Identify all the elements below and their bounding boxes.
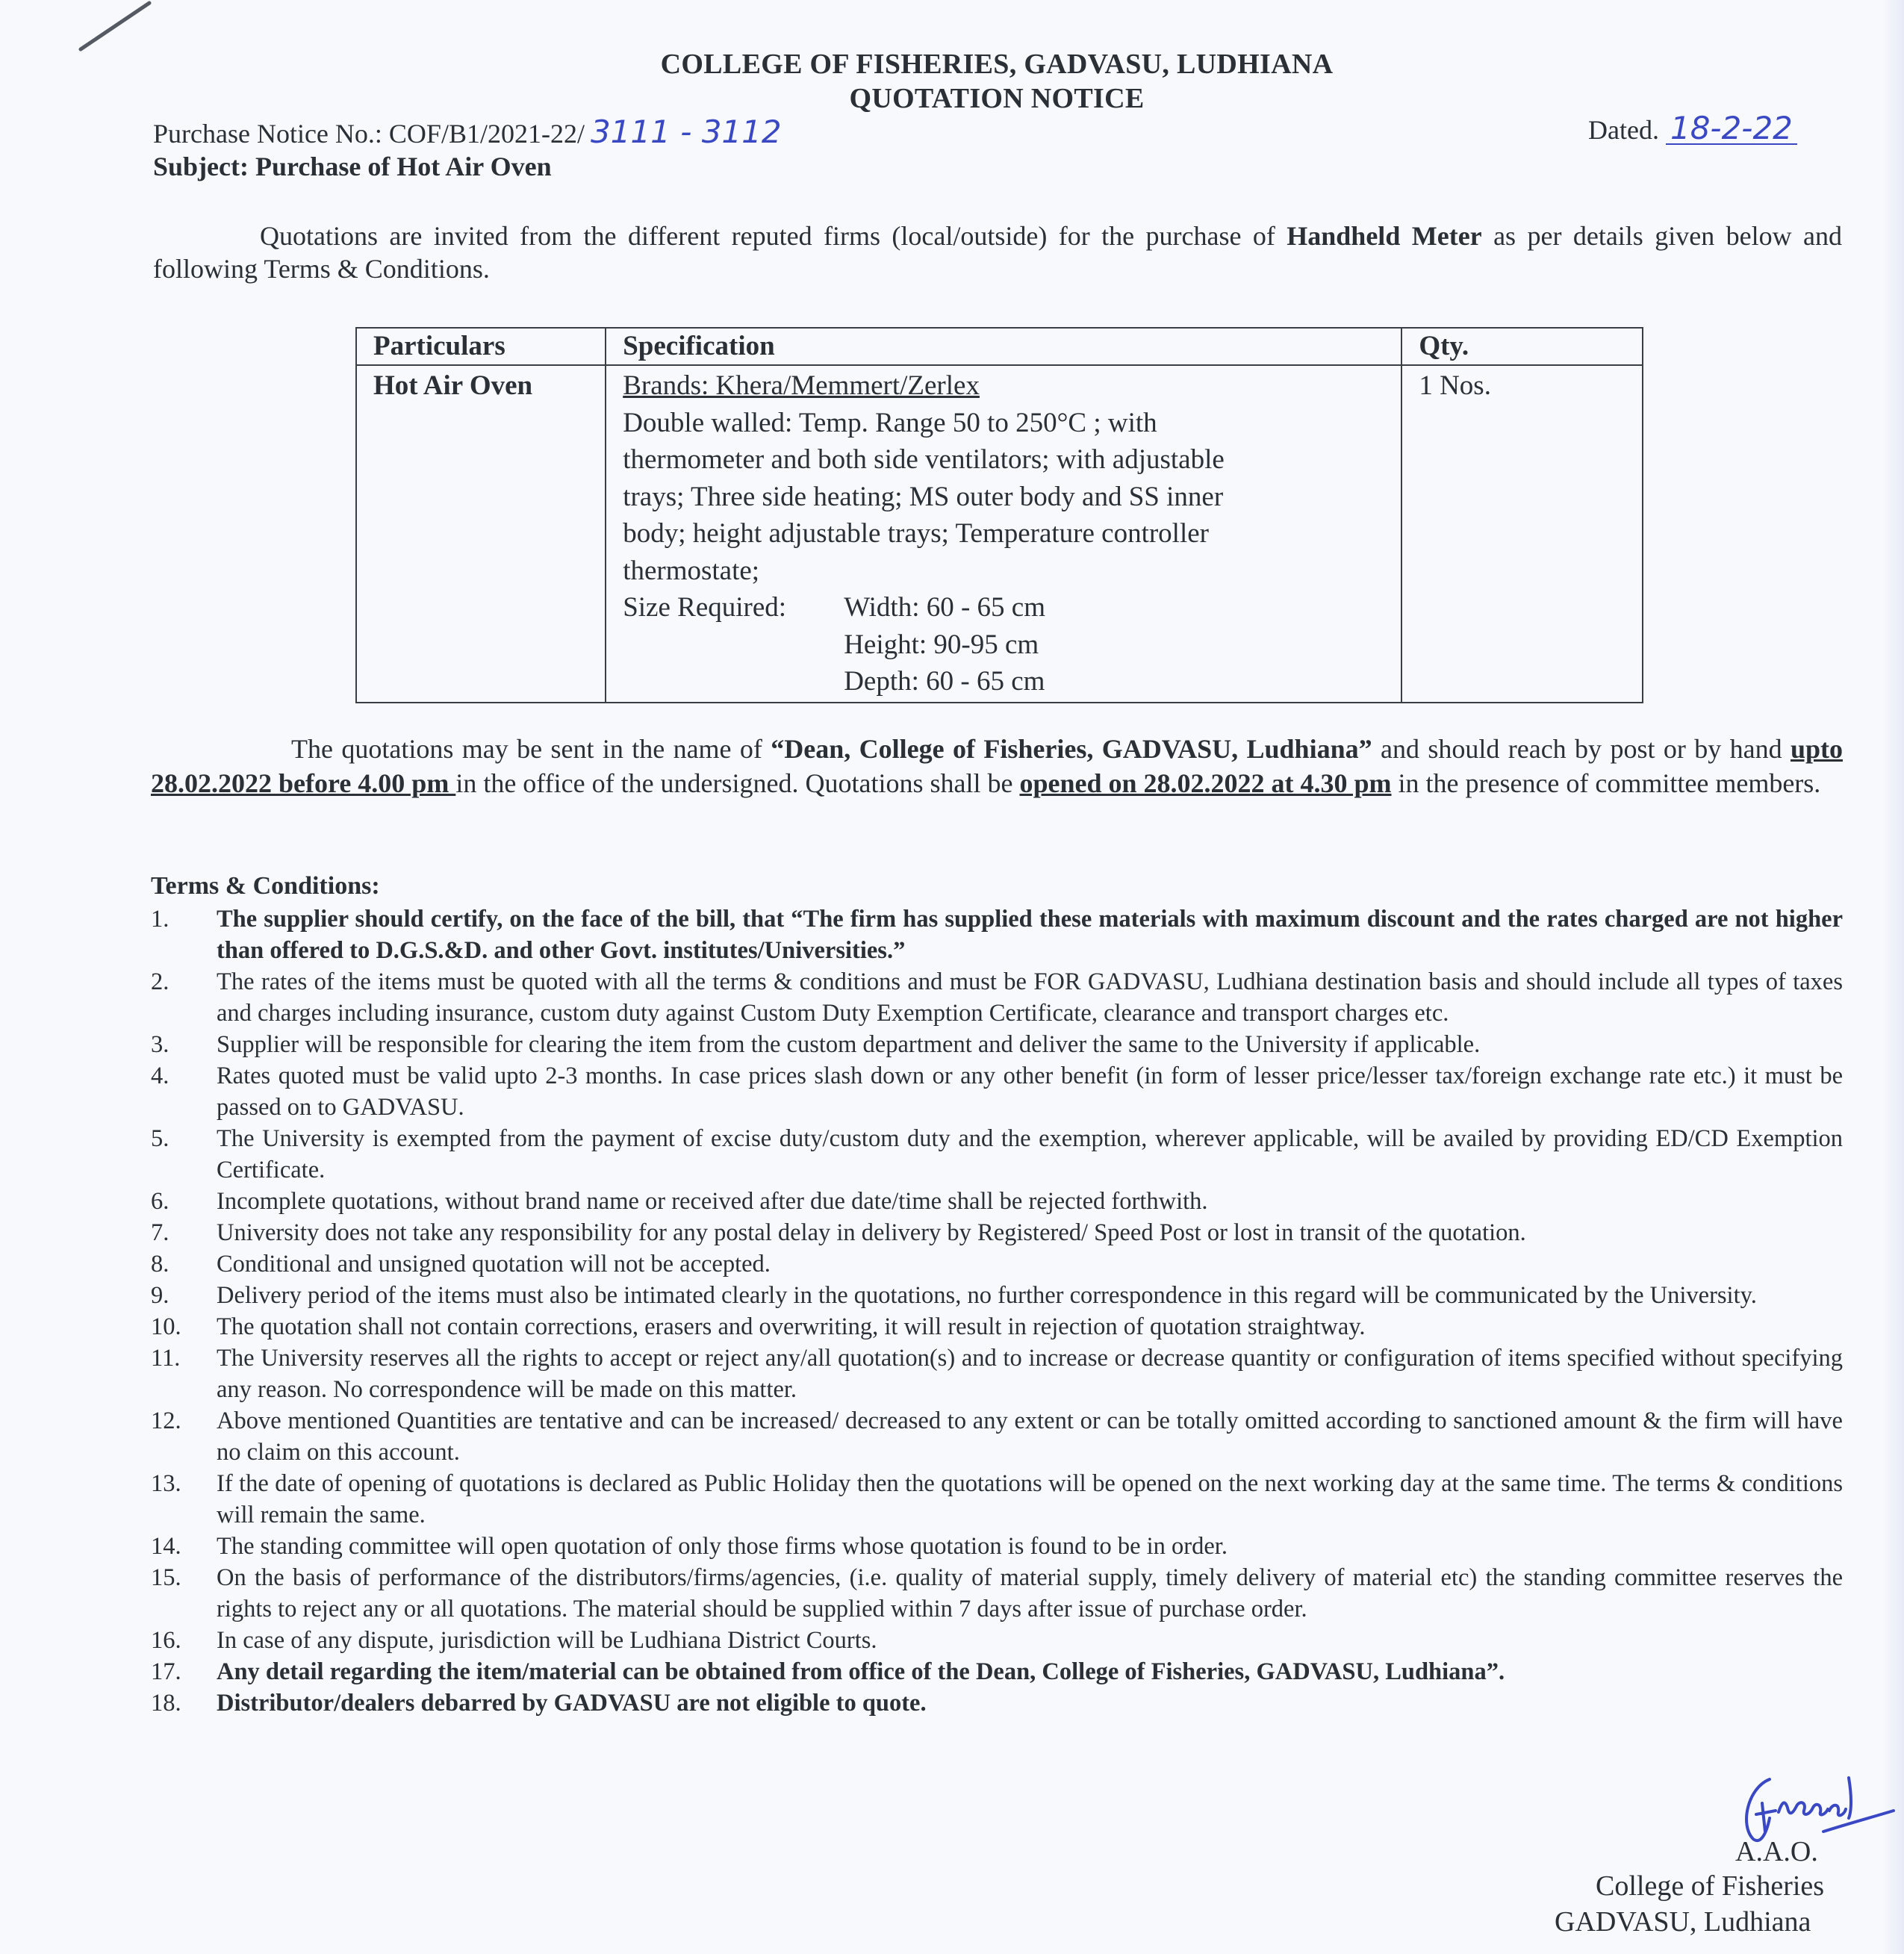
header-specification: Specification: [606, 328, 1401, 365]
notice-number-handwritten: 3111 - 3112: [590, 113, 782, 150]
intro-item-bold: Handheld Meter: [1287, 221, 1482, 251]
term-text: Rates quoted must be valid upto 2-3 months. In case prices slash down or any other benefit (in form of lesser price/lesser tax/foreign exchange rate etc.) it must be passed on to GADVASU.: [217, 1062, 1843, 1121]
document-type-title: QUOTATION NOTICE: [849, 83, 1145, 114]
institution-title: COLLEGE OF FISHERIES, GADVASU, LUDHIANA: [660, 49, 1334, 80]
size-depth: Depth: 60 - 65 cm: [844, 666, 1045, 697]
term-item: [151, 1217, 1843, 1248]
term-number: 7.: [151, 1219, 169, 1246]
term-text: In case of any dispute, jurisdiction will be Ludhiana District Courts.: [217, 1627, 877, 1654]
intro-text-before: Quotations are invited from the different reputed firms (local/outside) for the purchase of: [260, 221, 1287, 251]
spec-line: thermometer and both side ventilators; with adjustable: [623, 444, 1225, 475]
cell-particular: Hot Air Oven: [356, 365, 606, 703]
term-item: [151, 1029, 1843, 1060]
term-number: 1.: [151, 906, 169, 933]
size-width: Width: 60 - 65 cm: [844, 592, 1046, 623]
cell-specification: [606, 365, 1401, 703]
term-text: The rates of the items must be quoted with all the terms & conditions and must be FOR GADVASU, Ludhiana destination basis and should include all types of taxes and charges including insurance, custom duty against Custom Duty Exemption Certificate, clearance and transport charges etc.: [217, 968, 1843, 1027]
specification-table: [355, 327, 1643, 703]
spec-line: thermostate;: [623, 555, 760, 586]
term-number: 18.: [151, 1690, 181, 1717]
table-row: [356, 365, 1643, 703]
term-item: [151, 1625, 1843, 1656]
term-item: [151, 1405, 1843, 1468]
term-number: 17.: [151, 1658, 181, 1685]
term-number: 6.: [151, 1188, 169, 1215]
intro-text-after: as per details given below and following Terms & Conditions.: [153, 221, 1842, 284]
term-item: [151, 1687, 1843, 1719]
term-text: The standing committee will open quotation of only those firms whose quotation is found to be in order.: [217, 1533, 1228, 1560]
term-text: The supplier should certify, on the face of the bill, that “The firm has supplied these materials with maximum discount and the rates charged are not higher than offered to D.G.S.&D. and other Govt. institutes/Universities.”: [217, 906, 1843, 964]
notice-date: [1588, 110, 1797, 146]
term-item: [151, 1562, 1843, 1625]
term-item: [151, 1656, 1843, 1687]
dated-label: Dated.: [1588, 115, 1659, 145]
size-height: Height: 90-95 cm: [844, 629, 1039, 660]
term-text: The University is exempted from the payment of excise duty/custom duty and the exemption, wherever applicable, will be availed by providing ED/CD Exemption Certificate.: [217, 1125, 1843, 1183]
term-text: Incomplete quotations, without brand name or received after due date/time shall be rejected forthwith.: [217, 1188, 1208, 1215]
term-text: Delivery period of the items must also be intimated clearly in the quotations, no further correspondence in this regard will be communicated by the University.: [217, 1282, 1757, 1309]
table-header-row: [356, 328, 1643, 365]
term-item: [151, 1342, 1843, 1405]
term-item: [151, 1248, 1843, 1280]
terms-heading: Terms & Conditions:: [151, 872, 380, 900]
term-number: 13.: [151, 1470, 181, 1497]
terms-list: [151, 903, 1843, 1719]
term-number: 8.: [151, 1251, 169, 1278]
term-number: 2.: [151, 968, 169, 995]
term-number: 9.: [151, 1282, 169, 1309]
header-particulars: Particulars: [356, 328, 606, 365]
submission-text: in the office of the undersigned. Quotations shall be: [455, 768, 1020, 798]
term-text: Distributor/dealers debarred by GADVASU are not eligible to quote.: [217, 1690, 927, 1717]
spec-line: body; height adjustable trays; Temperature controller: [623, 518, 1209, 549]
opening-date: opened on 28.02.2022 at 4.30 pm: [1019, 768, 1392, 798]
term-number: 10.: [151, 1313, 181, 1340]
term-item: [151, 1311, 1843, 1342]
notice-number-label: Purchase Notice No.: COF/B1/2021-22/: [153, 119, 585, 149]
term-item: [151, 1060, 1843, 1123]
term-item: [151, 1123, 1843, 1186]
term-text: The quotation shall not contain corrections, erasers and overwriting, it will result in rejection of quotation straightway.: [217, 1313, 1366, 1340]
term-text: The University reserves all the rights to accept or reject any/all quotation(s) and to increase or decrease quantity or configuration of items specified without specifying any reason. No correspondence will be made on this matter.: [217, 1345, 1843, 1403]
term-item: [151, 903, 1843, 966]
signatory-place: GADVASU, Ludhiana: [1555, 1906, 1811, 1938]
term-number: 15.: [151, 1564, 181, 1591]
term-item: [151, 1468, 1843, 1531]
term-text: Above mentioned Quantities are tentative and can be increased/ decreased to any extent or can be totally omitted according to sanctioned amount & the firm will have no claim on this account.: [217, 1407, 1843, 1466]
submission-paragraph: [151, 732, 1843, 800]
spec-brands: Brands: Khera/Memmert/Zerlex: [623, 370, 980, 401]
submission-deadline: upto 28.02.2022 before 4.00 pm: [151, 734, 1843, 798]
term-number: 14.: [151, 1533, 181, 1560]
term-text: Supplier will be responsible for clearing the item from the custom department and deliver the same to the University if applicable.: [217, 1031, 1481, 1058]
term-number: 12.: [151, 1407, 181, 1434]
spec-line: trays; Three side heating; MS outer body and SS inner: [623, 481, 1224, 512]
term-item: [151, 1280, 1843, 1311]
submission-addressee: “Dean, College of Fisheries, GADVASU, Ludhiana”: [771, 734, 1372, 764]
purchase-notice-number: [153, 113, 782, 150]
term-text: Conditional and unsigned quotation will not be accepted.: [217, 1251, 771, 1278]
spec-line: Double walled: Temp. Range 50 to 250°C ; with: [623, 407, 1157, 438]
dated-handwritten: 18-2-22: [1666, 113, 1797, 145]
size-label: Size Required:: [623, 592, 787, 623]
term-item: [151, 1531, 1843, 1562]
submission-text: The quotations may be sent in the name of: [291, 734, 771, 764]
term-text: If the date of opening of quotations is declared as Public Holiday then the quotations will be opened on the next working day at the same time. The terms & conditions will remain the same.: [217, 1470, 1843, 1528]
term-text: Any detail regarding the item/material can be obtained from office of the Dean, College of Fisheries, GADVASU, Ludhiana”.: [217, 1658, 1505, 1685]
spec-lines: [623, 367, 1384, 589]
term-item: [151, 966, 1843, 1029]
term-number: 5.: [151, 1125, 169, 1152]
pen-stroke-mark: [75, 0, 157, 52]
term-number: 16.: [151, 1627, 181, 1654]
term-item: [151, 1186, 1843, 1217]
term-number: 11.: [151, 1345, 181, 1372]
size-values: [844, 589, 1045, 700]
submission-text: in the presence of committee members.: [1391, 768, 1821, 798]
header-qty: Qty.: [1401, 328, 1643, 365]
signatory-office: College of Fisheries: [1596, 1870, 1825, 1902]
cell-qty: 1 Nos.: [1401, 365, 1643, 703]
subject-line: Subject: Purchase of Hot Air Oven: [153, 152, 552, 181]
page-edge-shadow: [1882, 0, 1904, 1954]
size-required: [623, 589, 1384, 700]
term-number: 4.: [151, 1062, 169, 1089]
term-text: University does not take any responsibility for any postal delay in delivery by Registered/ Speed Post or lost in transit of the quotation.: [217, 1219, 1526, 1246]
term-text: On the basis of performance of the distributors/firms/agencies, (i.e. quality of material supply, timely delivery of material etc) the standing committee reserves the rights to reject any or all quotations. The material should be supplied within 7 days after issue of purchase order.: [217, 1564, 1843, 1622]
signatory-designation: A.A.O.: [1735, 1836, 1818, 1867]
submission-text: and should reach by post or by hand: [1372, 734, 1791, 764]
intro-paragraph: [153, 220, 1842, 285]
term-number: 3.: [151, 1031, 169, 1058]
